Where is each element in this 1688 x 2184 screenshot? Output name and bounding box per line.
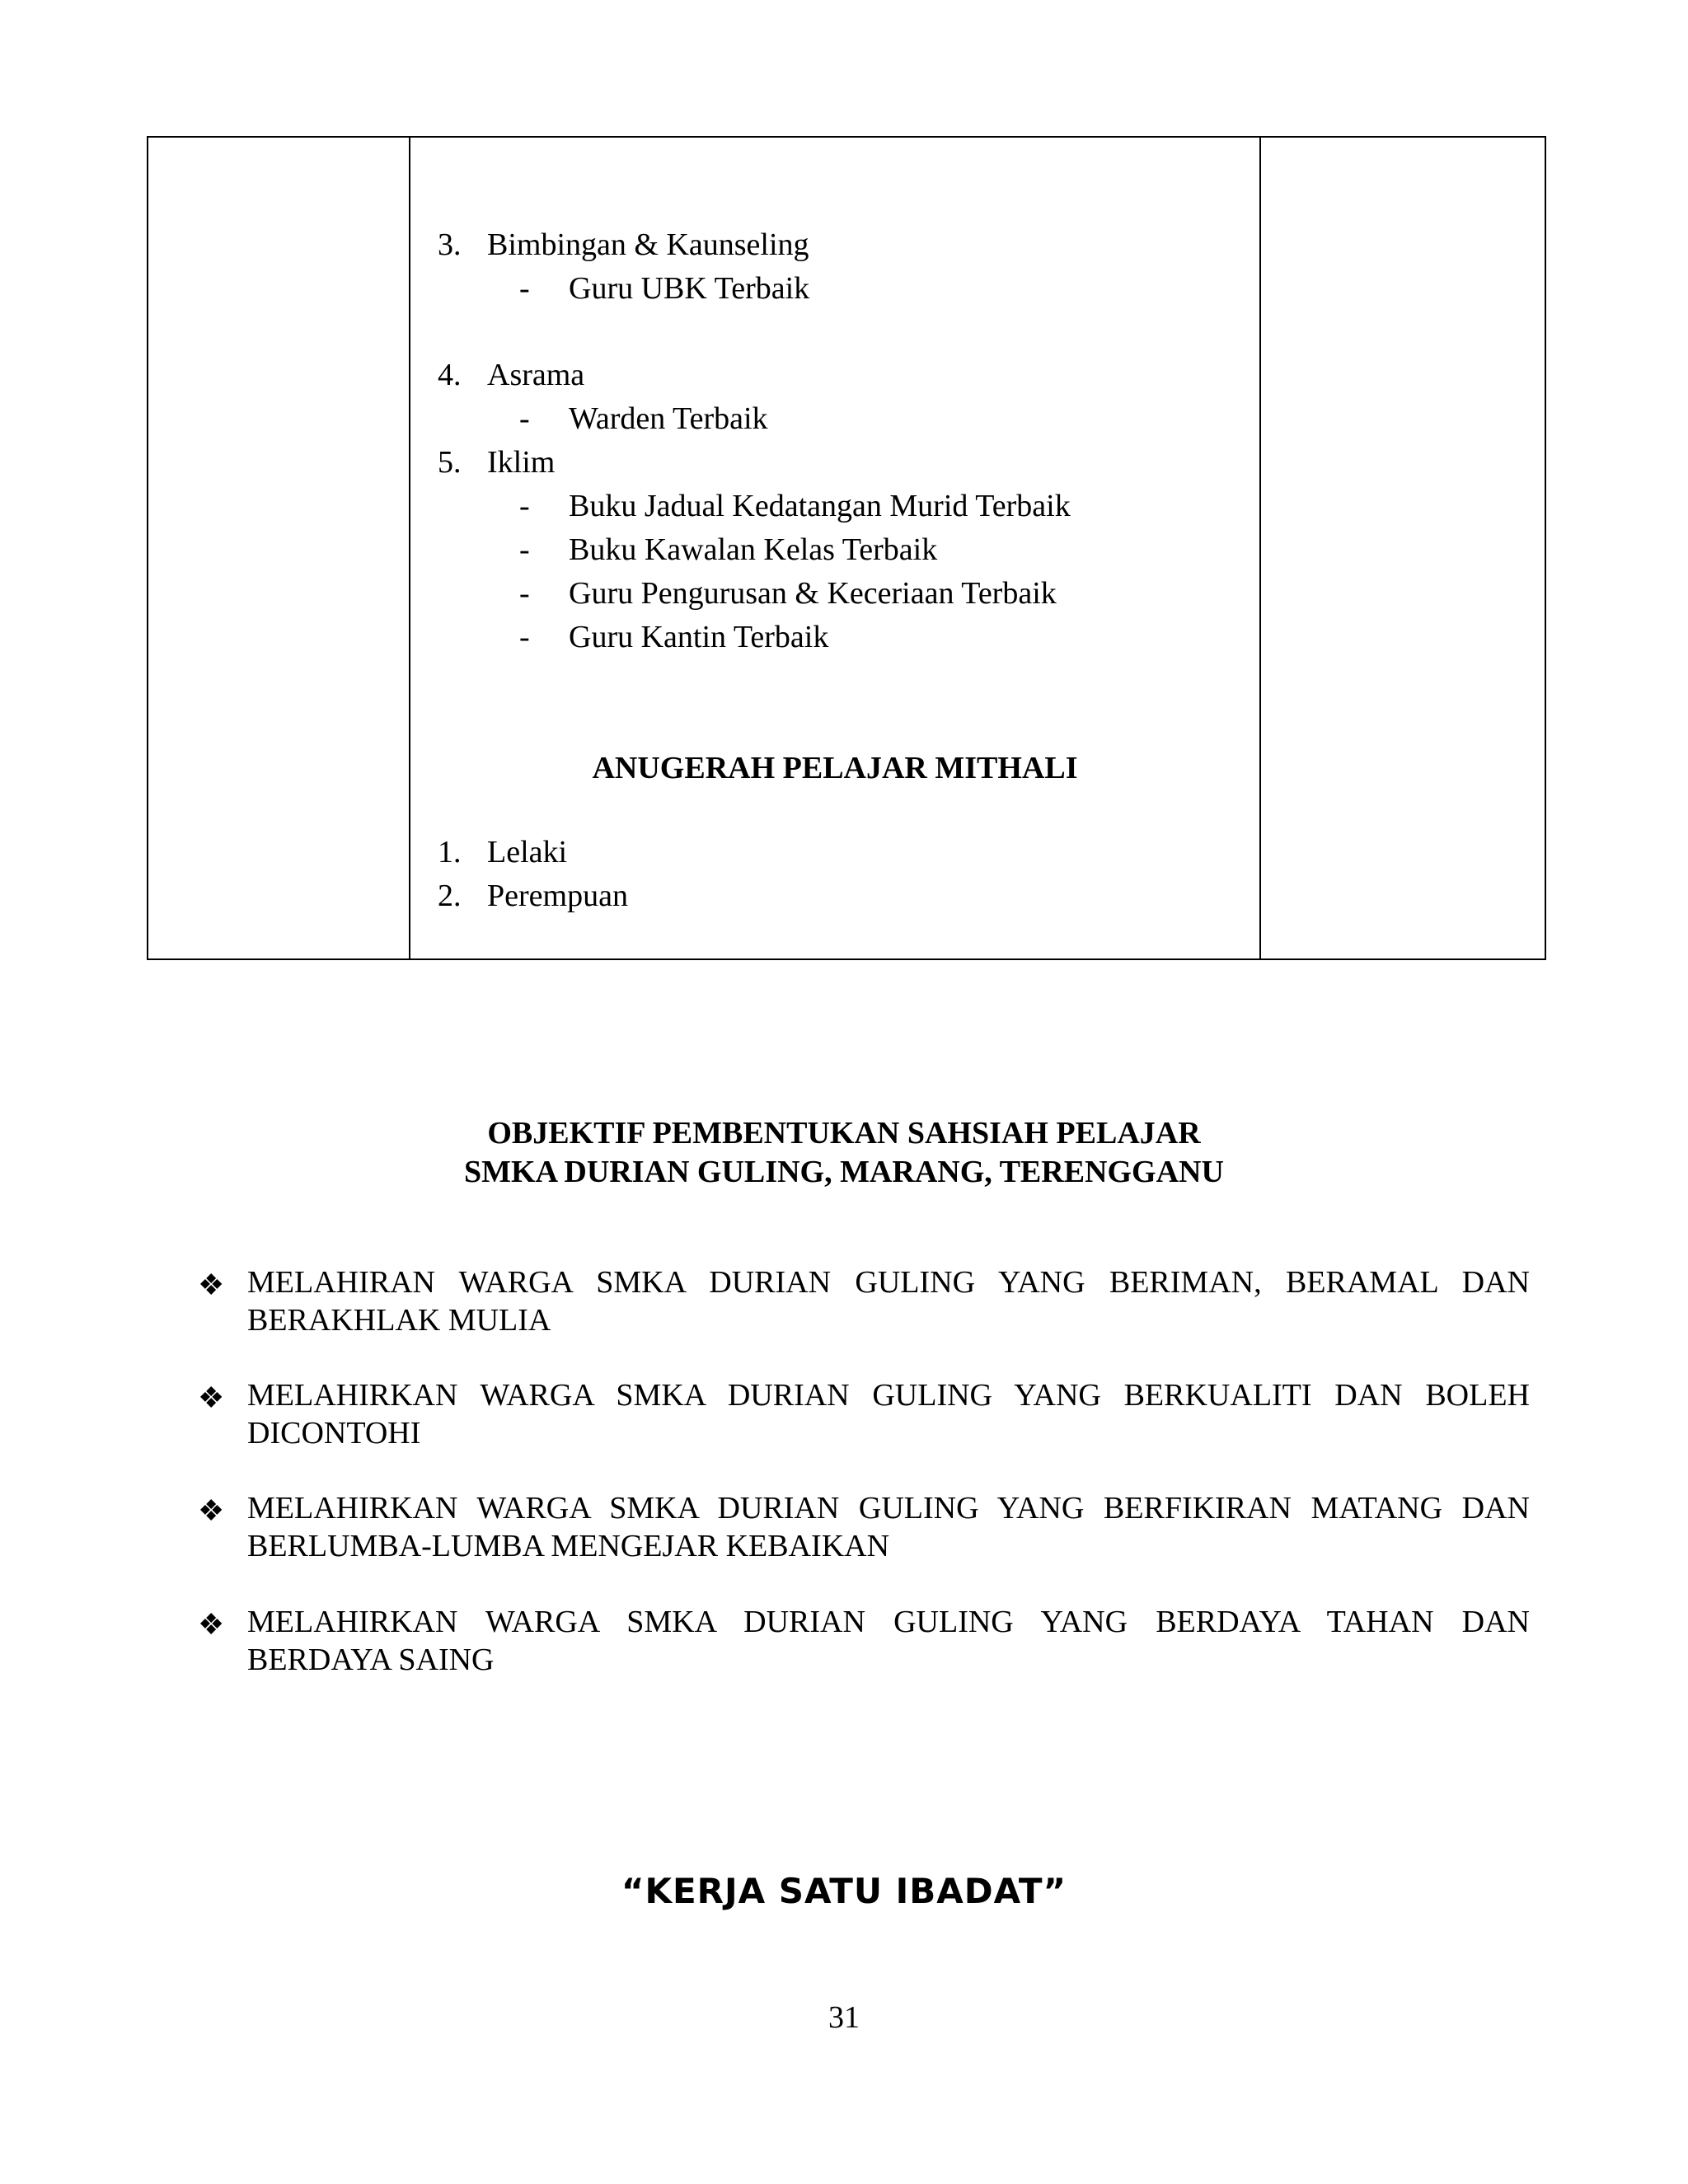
section-number: 5. — [438, 445, 462, 480]
section-label: Iklim — [487, 445, 556, 480]
list-dash: - — [519, 489, 530, 523]
table-column-divider — [1259, 138, 1261, 958]
list-item: Guru UBK Terbaik — [569, 271, 810, 306]
list-dash: - — [519, 532, 530, 567]
list-item: Guru Kantin Terbaik — [569, 620, 829, 654]
objective-line: BERAKHLAK MULIA — [247, 1303, 551, 1338]
award-number: 1. — [438, 835, 462, 869]
list-dash: - — [519, 401, 530, 436]
objective-item — [247, 1489, 1530, 1565]
list-item: Warden Terbaik — [569, 401, 768, 436]
objective-line: MELAHIRKAN WARGA SMKA DURIAN GULING YANG BERFIKIRAN MATANG DAN — [247, 1491, 1530, 1526]
objective-line: BERLUMBA-LUMBA MENGEJAR KEBAIKAN — [247, 1529, 890, 1563]
objective-item — [247, 1263, 1530, 1339]
motto: “KERJA SATU IBADAT” — [621, 1871, 1067, 1911]
table-column-divider — [409, 138, 410, 958]
diamond-dots-icon: ❖ — [198, 1608, 225, 1641]
section-label: Bimbingan & Kaunseling — [487, 227, 809, 262]
diamond-dots-icon: ❖ — [198, 1268, 225, 1301]
list-item: Buku Kawalan Kelas Terbaik — [569, 532, 938, 567]
objective-line: MELAHIRAN WARGA SMKA DURIAN GULING YANG BERIMAN, BERAMAL DAN — [247, 1265, 1530, 1300]
list-item: Buku Jadual Kedatangan Murid Terbaik — [569, 489, 1071, 523]
diamond-dots-icon: ❖ — [198, 1381, 225, 1414]
objective-item — [247, 1376, 1530, 1452]
award-number: 2. — [438, 879, 462, 913]
award-title: ANUGERAH PELAJAR MITHALI — [592, 751, 1078, 785]
diamond-dots-icon: ❖ — [198, 1494, 225, 1527]
section-label: Asrama — [487, 358, 585, 392]
objective-item — [247, 1603, 1530, 1679]
section-number: 3. — [438, 227, 462, 262]
objective-line: DICONTOHI — [247, 1416, 421, 1451]
objective-line: MELAHIRKAN WARGA SMKA DURIAN GULING YANG BERKUALITI DAN BOLEH — [247, 1378, 1530, 1413]
objective-line: MELAHIRKAN WARGA SMKA DURIAN GULING YANG BERDAYA TAHAN DAN — [247, 1605, 1530, 1639]
section-number: 4. — [438, 358, 462, 392]
list-dash: - — [519, 576, 530, 611]
list-dash: - — [519, 620, 530, 654]
list-item: Guru Pengurusan & Keceriaan Terbaik — [569, 576, 1057, 611]
objectives-title-line1: OBJEKTIF PEMBENTUKAN SAHSIAH PELAJAR — [487, 1116, 1201, 1151]
award-label: Lelaki — [487, 835, 568, 869]
objective-line: BERDAYA SAING — [247, 1643, 495, 1677]
award-label: Perempuan — [487, 879, 628, 913]
objectives-title-line2: SMKA DURIAN GULING, MARANG, TERENGGANU — [464, 1155, 1224, 1189]
list-dash: - — [519, 271, 530, 306]
page-number: 31 — [828, 2000, 860, 2035]
